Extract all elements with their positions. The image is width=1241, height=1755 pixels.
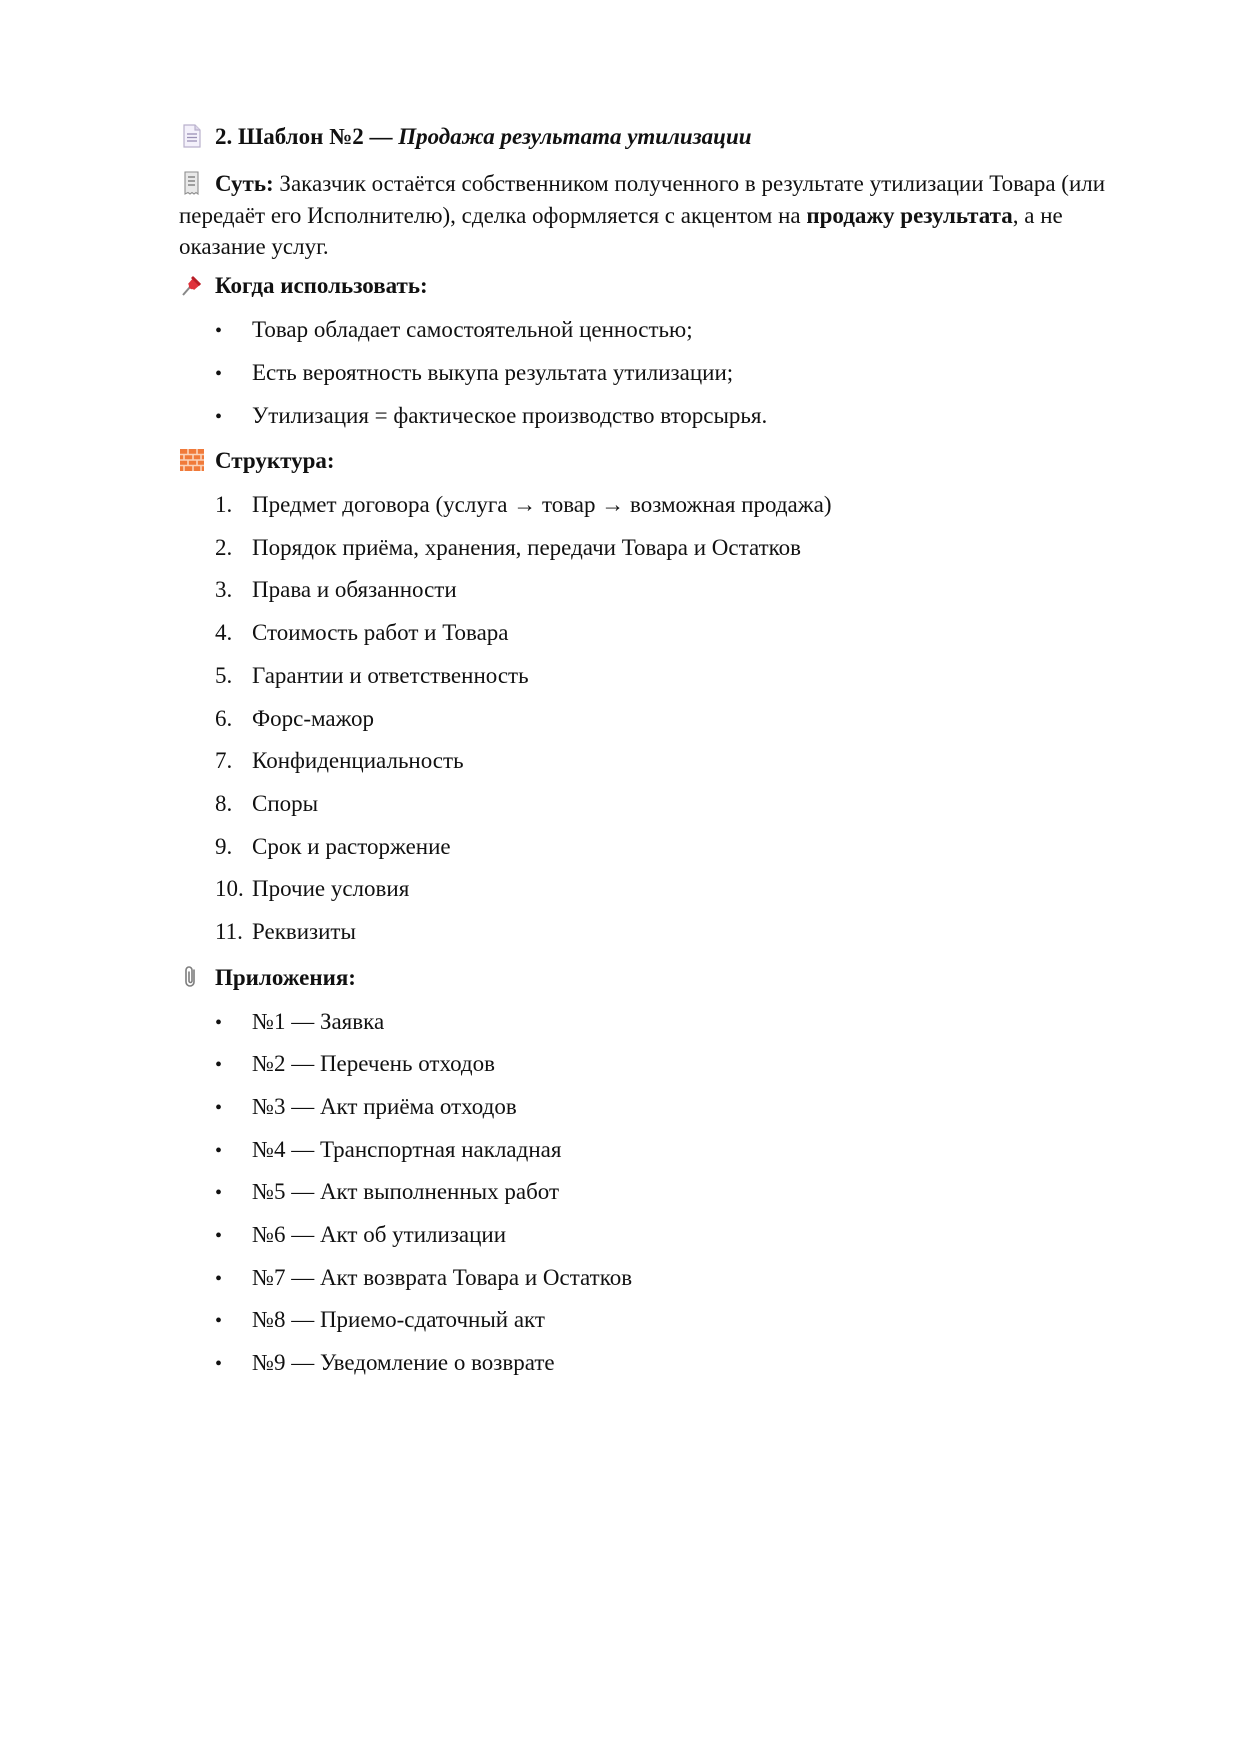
list-item-text: Есть вероятность выкупа результата утилизации; xyxy=(252,360,734,385)
list-item xyxy=(215,400,767,433)
list-item-text: №7 — Акт возврата Товара и Остатков xyxy=(252,1265,633,1290)
bullet: • xyxy=(215,1140,223,1162)
bullet: • xyxy=(215,1182,223,1204)
item-text: Конфиденциальность xyxy=(252,748,464,773)
list-item-text: №3 — Акт приёма отходов xyxy=(252,1094,517,1119)
essence-paragraph xyxy=(179,168,1154,263)
bullet: • xyxy=(215,1310,223,1332)
list-item-text: Товар обладает самостоятельной ценностью; xyxy=(252,317,693,342)
item-number: 5. xyxy=(215,663,233,688)
item-text: Срок и расторжение xyxy=(252,834,451,859)
essence-text-2: , а не оказание услуг. xyxy=(179,202,1063,259)
structure-heading xyxy=(179,445,335,476)
when-to-use-heading-text: Когда использовать: xyxy=(215,273,428,298)
list-item xyxy=(215,1006,384,1039)
bullet: • xyxy=(215,1225,223,1247)
bullet: • xyxy=(215,320,223,342)
list-item xyxy=(215,1347,555,1380)
item-number: 6. xyxy=(215,706,233,731)
item-number: 9. xyxy=(215,834,233,859)
receipt-icon xyxy=(179,170,205,196)
bullet: • xyxy=(215,363,223,385)
item-number: 3. xyxy=(215,577,233,602)
item-number: 1. xyxy=(215,492,233,517)
item-text: Гарантии и ответственность xyxy=(252,663,529,688)
appendices-heading-text: Приложения: xyxy=(215,965,356,990)
list-item xyxy=(215,314,693,347)
item-text: Стоимость работ и Товара xyxy=(252,620,509,645)
bullet: • xyxy=(215,1054,223,1076)
brick-icon xyxy=(179,447,205,473)
list-item-text: Утилизация = фактическое производство вторсырья. xyxy=(252,403,768,428)
bullet: • xyxy=(215,1268,223,1290)
list-item xyxy=(215,1091,517,1124)
when-to-use-heading xyxy=(179,270,428,301)
numbered-item xyxy=(215,660,529,691)
numbered-item xyxy=(215,703,374,734)
numbered-item xyxy=(215,489,832,520)
structure-heading-text: Структура: xyxy=(215,448,335,473)
list-item xyxy=(215,1134,561,1167)
bullet: • xyxy=(215,406,223,428)
section-title-italic: Продажа результата утилизации xyxy=(398,124,752,149)
list-item-text: №9 — Уведомление о возврате xyxy=(252,1350,555,1375)
numbered-item xyxy=(215,745,464,776)
page-facing-up-icon xyxy=(179,123,205,149)
list-item-text: №2 — Перечень отходов xyxy=(252,1051,495,1076)
item-text: Права и обязанности xyxy=(252,577,457,602)
numbered-item xyxy=(215,916,356,947)
item-text: Реквизиты xyxy=(252,919,356,944)
item-text: Форс-мажор xyxy=(252,706,374,731)
numbered-item xyxy=(215,532,801,563)
list-item-text: №6 — Акт об утилизации xyxy=(252,1222,507,1247)
item-text: Споры xyxy=(252,791,319,816)
essence-label: Суть: xyxy=(215,171,274,196)
section-title-prefix: 2. Шаблон №2 — xyxy=(215,124,399,149)
item-number: 11. xyxy=(215,919,243,944)
list-item xyxy=(215,1048,495,1081)
item-number: 7. xyxy=(215,748,233,773)
item-number: 2. xyxy=(215,535,233,560)
numbered-item xyxy=(215,831,451,862)
bullet: • xyxy=(215,1353,223,1375)
list-item-text: №8 — Приемо-сдаточный акт xyxy=(252,1307,545,1332)
section-title xyxy=(179,121,752,152)
item-text: Предмет договора (услуга → товар → возможная продажа) xyxy=(252,492,832,517)
numbered-item xyxy=(215,617,508,648)
numbered-item xyxy=(215,788,318,819)
list-item xyxy=(215,1219,506,1252)
list-item-text: №5 — Акт выполненных работ xyxy=(252,1179,560,1204)
appendices-heading xyxy=(179,962,356,993)
list-item xyxy=(215,357,733,390)
item-text: Прочие условия xyxy=(252,876,410,901)
bullet: • xyxy=(215,1097,223,1119)
essence-bold: продажу результата xyxy=(806,202,1013,228)
item-text: Порядок приёма, хранения, передачи Товара и Остатков xyxy=(252,535,801,560)
essence-text-1: Заказчик остаётся собственником полученного в результате утилизации Товара (или передаёт его Исполнителю), сделка оформляется с акцентом на xyxy=(179,171,1106,228)
numbered-item xyxy=(215,873,409,904)
list-item-text: №4 — Транспортная накладная xyxy=(252,1137,562,1162)
list-item xyxy=(215,1262,632,1295)
item-number: 10. xyxy=(215,876,244,901)
item-number: 4. xyxy=(215,620,233,645)
list-item xyxy=(215,1304,545,1337)
item-number: 8. xyxy=(215,791,233,816)
list-item xyxy=(215,1176,559,1209)
bullet: • xyxy=(215,1012,223,1034)
paperclip-icon xyxy=(179,964,205,990)
numbered-item xyxy=(215,574,457,605)
list-item-text: №1 — Заявка xyxy=(252,1009,385,1034)
pushpin-icon xyxy=(179,272,205,298)
